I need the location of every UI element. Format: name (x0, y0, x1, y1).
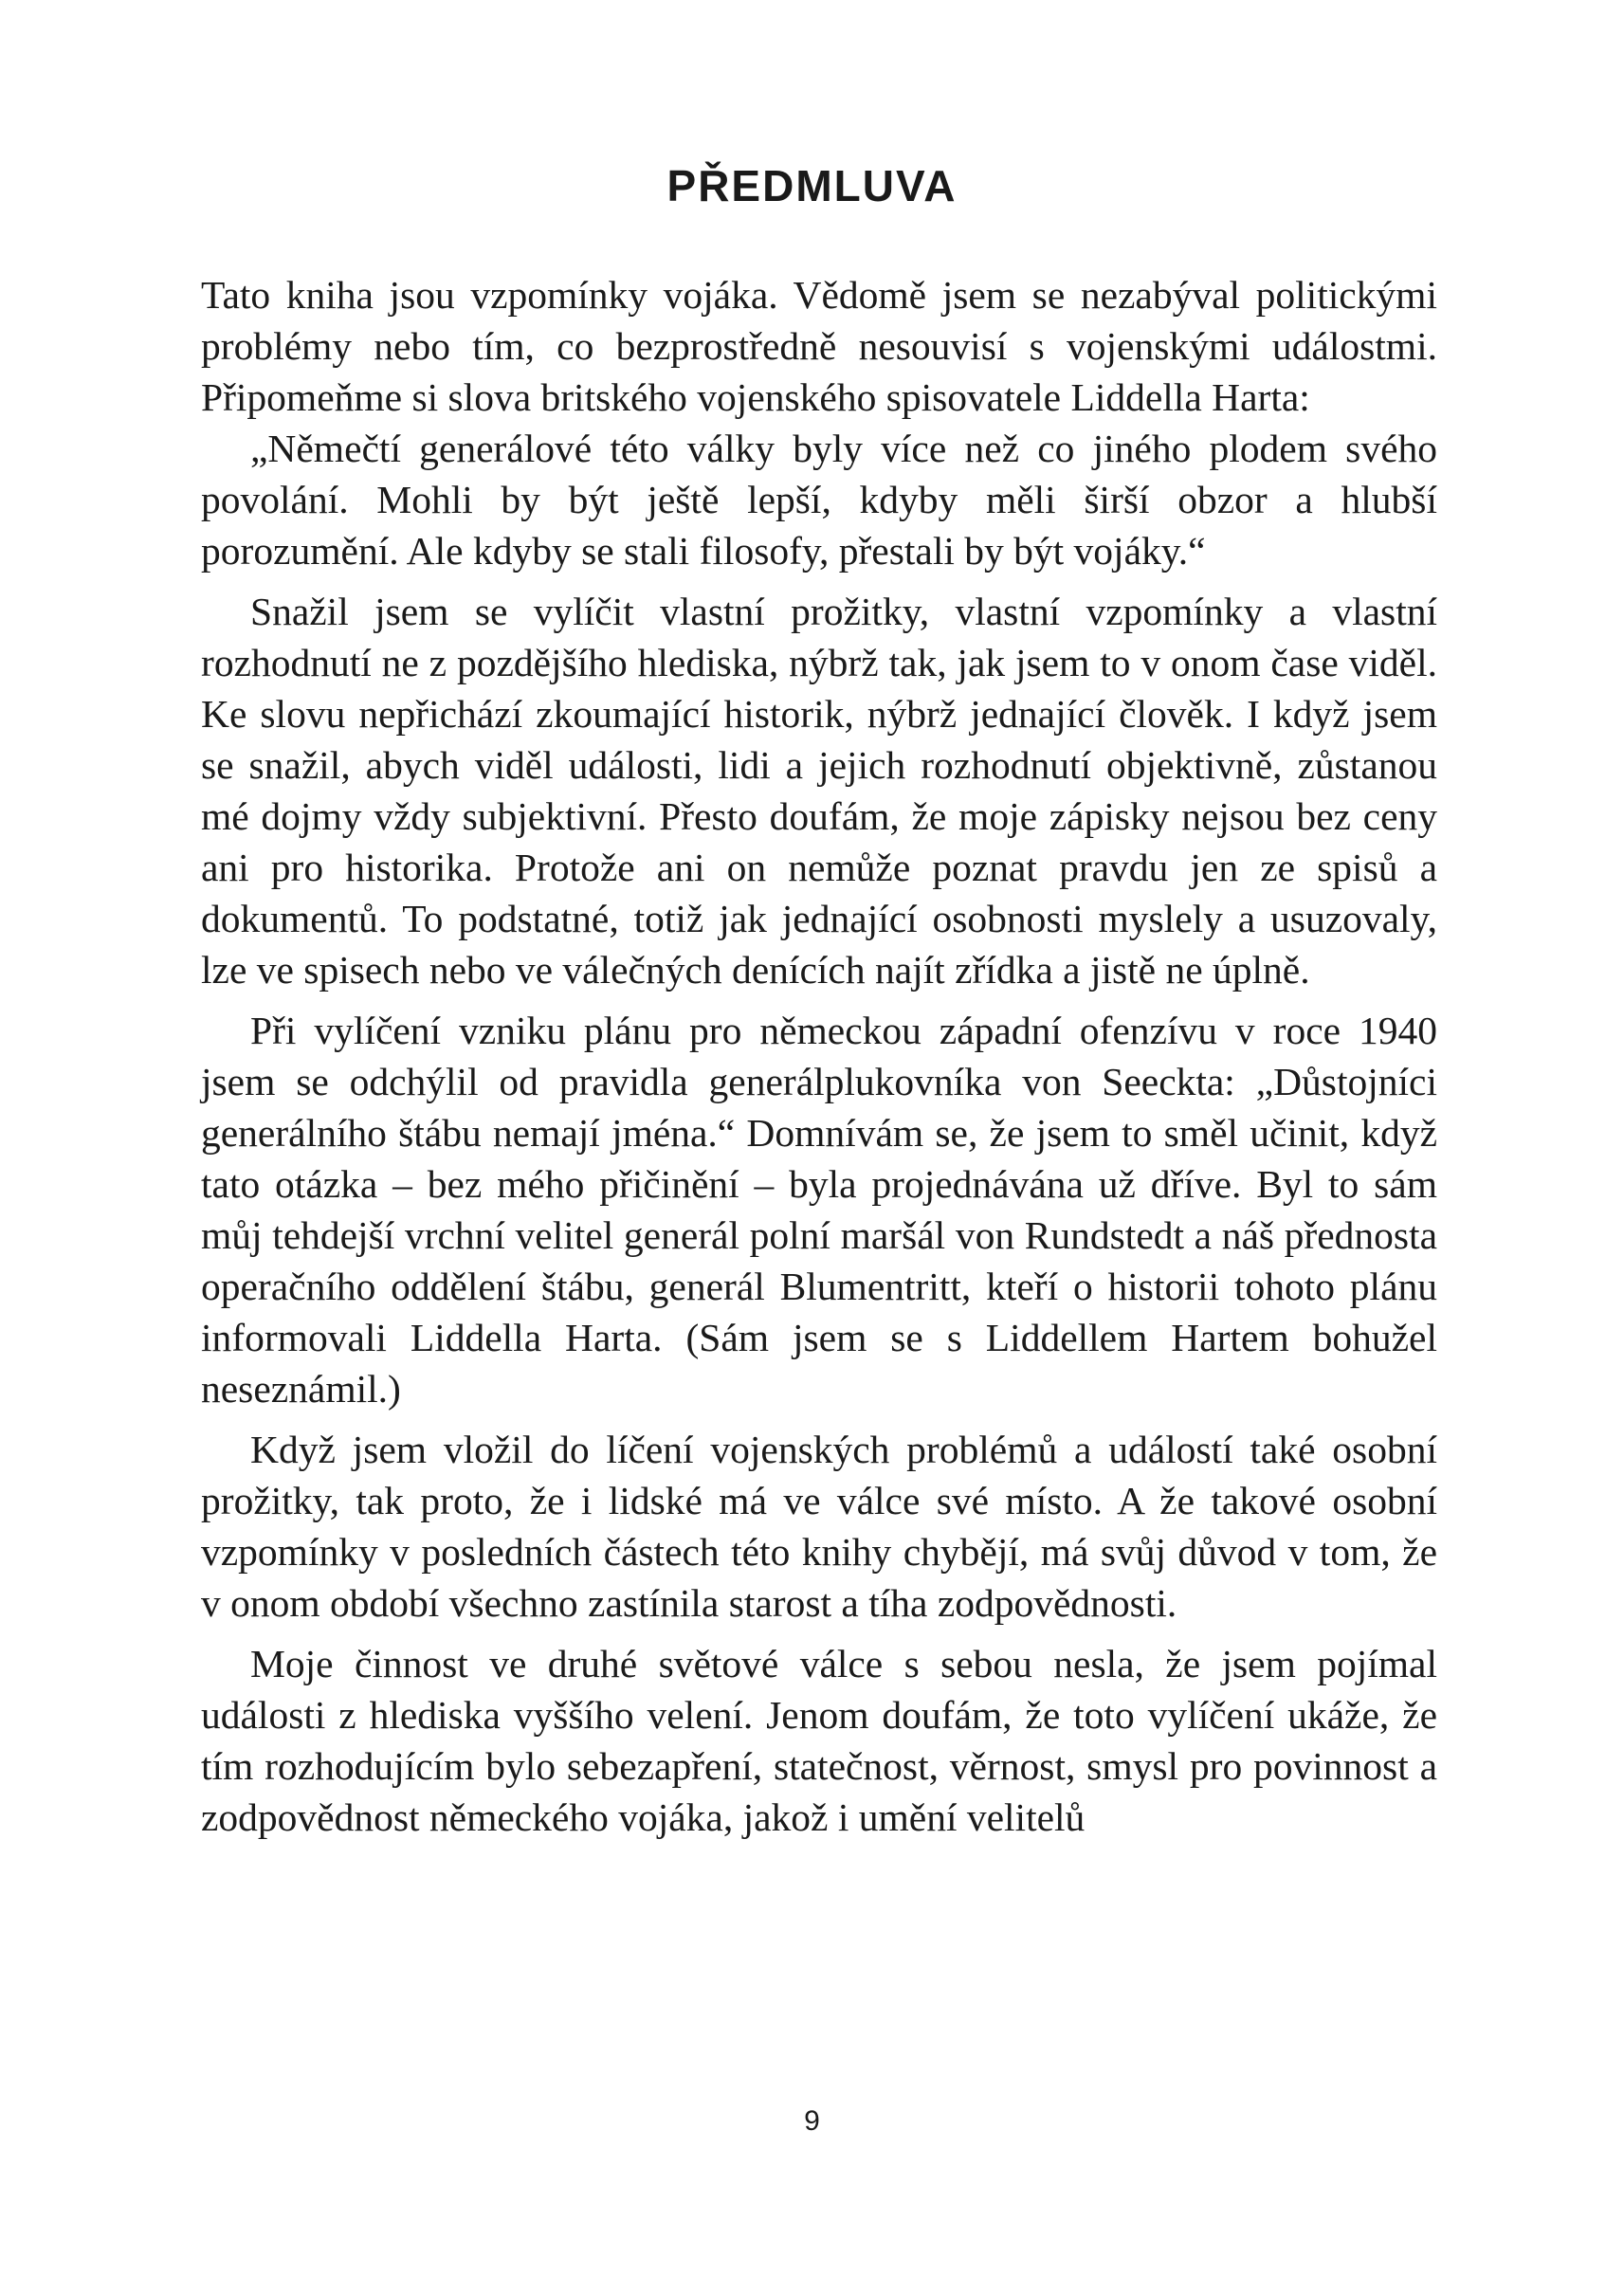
chapter-title: PŘEDMLUVA (666, 161, 958, 210)
paragraph-intro: Tato kniha jsou vzpomínky vojáka. Vědomě jsem se nezabýval politickými problémy nebo tím, co bezprostředně nesouvisí s vojenskými událostmi. Připomeňme si slova britského vojenského spisovatele Liddella Harta: (201, 273, 1437, 419)
chapter-body (201, 269, 1437, 1843)
paragraph-western-offensive: Při vylíčení vzniku plánu pro německou západní ofenzívu v roce 1940 jsem se odchýlil od pravidla generálplukovníka von Seeckta: „Důstojníci generálního štábu nemají jména.“ Domnívám se, že jsem to směl učinit, když tato otázka – bez mého přičinění – byla projednávána už dříve. Byl to sám můj tehdejší vrchní velitel generál polní maršál von Rundstedt a náš přednosta operačního oddělení štábu, generál Blumentritt, kteří o historii tohoto plánu informovali Liddella Harta. (Sám jsem se s Liddellem Hartem bohužel neseznámil.) (201, 1009, 1437, 1411)
paragraph-memories: Snažil jsem se vylíčit vlastní prožitky, vlastní vzpomínky a vlastní rozhodnutí ne z pozdějšího hlediska, nýbrž tak, jak jsem to v onom čase viděl. Ke slovu nepřichází zkoumající historik, nýbrž jednající člověk. I když jsem se snažil, abych viděl události, lidi a jejich rozhodnutí objektivně, zůstanou mé dojmy vždy subjektivní. Přesto doufám, že moje zápisky nejsou bez ceny ani pro historika. Protože ani on nemůže poznat pravdu jen ze spisů a dokumentů. To podstatné, totiž jak jednající osobnosti myslely a usuzovaly, lze ve spisech nebo ve válečných denících najít zřídka a jistě ne úplně. (201, 590, 1437, 992)
paragraph-quote: „Němečtí generálové této války byly více než co jiného plodem svého povolání. Mohli by být ještě lepší, kdyby měli širší obzor a hlubší porozumění. Ale kdyby se stali filosofy, přestali by být vojáky.“ (201, 427, 1437, 573)
paragraph-personal-experiences: Když jsem vložil do líčení vojenských problémů a událostí také osobní prožitky, tak proto, že i lidské má ve válce své místo. A že takové osobní vzpomínky v posledních částech této knihy chybějí, má svůj důvod v tom, že v onom období všechno zastínila starost a tíha zodpovědnosti. (201, 1428, 1437, 1625)
paragraph-command-perspective: Moje činnost ve druhé světové válce s sebou nesla, že jsem pojímal události z hlediska vyššího velení. Jenom doufám, že toto vylíčení ukáže, že tím rozhodujícím bylo sebezapření, statečnost, věrnost, smysl pro povinnost a zodpovědnost německého vojáka, jakož i umění velitelů (201, 1642, 1437, 1839)
page-number: 9 (804, 2105, 820, 2137)
